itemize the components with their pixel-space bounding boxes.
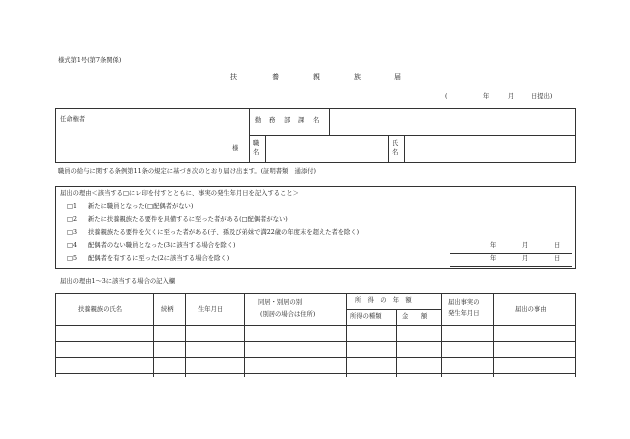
checkbox-2[interactable]: □2 <box>67 216 77 223</box>
name-label-top: 氏 <box>392 140 399 147</box>
declaration-text: 職員の給与に関する条例第11条の規定に基づき次のとおり届け出ます。(証明書類 通添付) <box>58 168 316 175</box>
checkbox-3[interactable]: □3 <box>67 229 77 236</box>
col-header-event-date-sub: 発生年月日 <box>448 310 480 317</box>
col-header-name: 扶養親族の氏名 <box>78 306 123 313</box>
checkbox-4[interactable]: □4 <box>67 242 77 249</box>
name-field[interactable] <box>406 137 574 161</box>
col-header-event-date: 届出事実の <box>448 299 480 306</box>
reason-text-4: 配偶者のない職員となった(3に該当する場合を除く) <box>88 242 236 249</box>
reason-text-2: 新たに扶養親族たる要件を具備するに至った者がある(□配偶者がない) <box>88 216 288 223</box>
reason-header: 届出の理由＜該当する□にレ印を付すとともに、事実の発生年月日を記入すること＞ <box>60 190 299 197</box>
col-header-cohab-sub: (別居の場合は住所) <box>260 311 316 318</box>
title-char: 養 <box>272 73 279 81</box>
col-header-relation: 続柄 <box>161 306 174 313</box>
appointer-label: 任命権者 <box>60 116 86 123</box>
position-label-top: 職 <box>253 140 260 147</box>
form-number: 様式第1号(第7条関係) <box>58 57 122 64</box>
col-header-income-amount: 金 額 <box>402 313 428 320</box>
reason-text-3: 扶養親族たる要件を欠くに至った者がある(子、孫及び弟妹で満22歳の年度末を超えた者を除く) <box>88 229 360 236</box>
position-label-bottom: 名 <box>253 149 260 156</box>
checkbox-1[interactable]: □1 <box>67 203 77 210</box>
title-char: 届 <box>394 73 401 81</box>
section-label: 届出の理由1～3に該当する場合の記入欄 <box>60 278 176 285</box>
col-header-reason: 届出の事由 <box>515 306 547 313</box>
reason-text-1: 新たに職員となった(□配偶者がない) <box>88 203 194 210</box>
department-field[interactable] <box>331 110 575 133</box>
title-char: 族 <box>354 73 361 81</box>
name-label-bottom: 名 <box>392 149 399 156</box>
col-header-birth: 生年月日 <box>198 306 224 313</box>
col-header-income: 所 得 の 年 額 <box>355 297 412 304</box>
position-field[interactable] <box>267 137 386 161</box>
col-header-income-type: 所得の種類 <box>350 313 382 320</box>
appointer-sama: 様 <box>232 145 239 152</box>
title-char: 親 <box>313 73 320 81</box>
col-header-cohab: 同居・別居の別 <box>258 299 303 306</box>
table-row[interactable] <box>56 326 152 340</box>
title-char: 扶 <box>230 73 237 81</box>
table-row[interactable] <box>56 358 152 372</box>
checkbox-5[interactable]: □5 <box>67 255 77 262</box>
table-row[interactable] <box>56 342 152 356</box>
reason-text-5: 配偶者を有するに至った(2に該当する場合を除く) <box>88 255 230 262</box>
